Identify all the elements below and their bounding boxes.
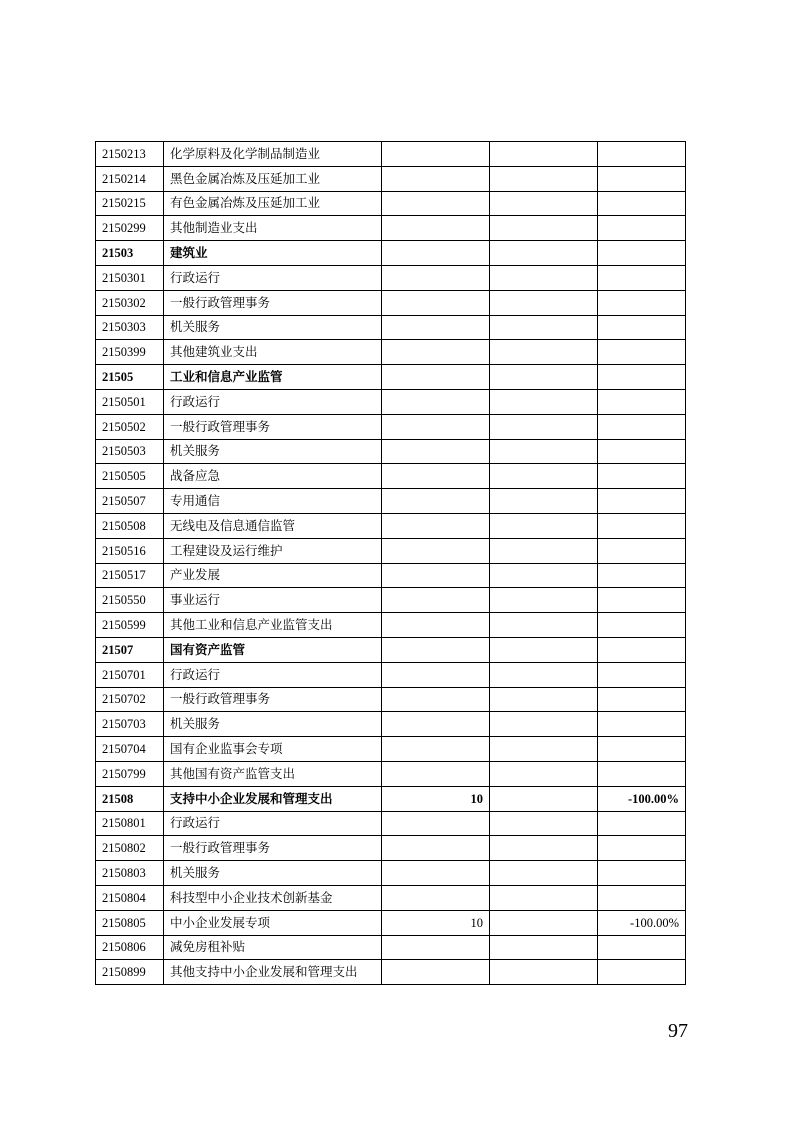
row-code: 2150299	[96, 216, 164, 241]
table-row	[96, 613, 686, 638]
row-code: 2150805	[96, 910, 164, 935]
row-value-c	[598, 340, 686, 365]
row-value-a	[382, 142, 490, 167]
row-name: 行政运行	[164, 389, 382, 414]
row-value-c	[598, 885, 686, 910]
row-value-b	[490, 142, 598, 167]
row-value-a	[382, 464, 490, 489]
row-value-a	[382, 613, 490, 638]
row-code: 2150517	[96, 563, 164, 588]
row-value-c	[598, 811, 686, 836]
row-code: 21505	[96, 365, 164, 390]
row-code: 21503	[96, 241, 164, 266]
row-code: 2150802	[96, 836, 164, 861]
row-code: 2150704	[96, 737, 164, 762]
row-value-b	[490, 910, 598, 935]
row-value-a	[382, 935, 490, 960]
table-row	[96, 737, 686, 762]
table-row	[96, 811, 686, 836]
row-code: 2150508	[96, 513, 164, 538]
row-value-b	[490, 290, 598, 315]
row-value-a	[382, 563, 490, 588]
row-value-c	[598, 935, 686, 960]
table-row	[96, 166, 686, 191]
row-value-a	[382, 885, 490, 910]
budget-table	[95, 141, 686, 985]
row-code: 2150801	[96, 811, 164, 836]
row-value-a	[382, 712, 490, 737]
row-name: 机关服务	[164, 712, 382, 737]
row-name: 减免房租补贴	[164, 935, 382, 960]
row-value-c	[598, 737, 686, 762]
row-name: 专用通信	[164, 489, 382, 514]
row-name: 有色金属冶炼及压延加工业	[164, 191, 382, 216]
row-value-b	[490, 340, 598, 365]
row-value-c	[598, 761, 686, 786]
row-value-b	[490, 166, 598, 191]
table-row	[96, 910, 686, 935]
row-value-c	[598, 414, 686, 439]
row-value-b	[490, 241, 598, 266]
row-code: 2150302	[96, 290, 164, 315]
row-value-c	[598, 142, 686, 167]
table-row	[96, 265, 686, 290]
row-name: 机关服务	[164, 315, 382, 340]
row-code: 2150501	[96, 389, 164, 414]
row-value-c	[598, 464, 686, 489]
row-value-a	[382, 861, 490, 886]
row-value-a	[382, 191, 490, 216]
row-value-c	[598, 588, 686, 613]
table-row	[96, 241, 686, 266]
row-value-b	[490, 811, 598, 836]
row-value-a	[382, 538, 490, 563]
row-value-c	[598, 637, 686, 662]
row-value-b	[490, 538, 598, 563]
table-row	[96, 712, 686, 737]
row-name: 科技型中小企业技术创新基金	[164, 885, 382, 910]
row-value-c: -100.00%	[598, 910, 686, 935]
row-name: 其他支持中小企业发展和管理支出	[164, 960, 382, 985]
row-code: 2150703	[96, 712, 164, 737]
row-value-b	[490, 712, 598, 737]
row-code: 2150502	[96, 414, 164, 439]
row-code: 2150806	[96, 935, 164, 960]
row-code: 2150303	[96, 315, 164, 340]
page-number: 97	[668, 1020, 688, 1042]
row-code: 2150701	[96, 662, 164, 687]
row-value-b	[490, 191, 598, 216]
row-value-c	[598, 290, 686, 315]
row-name: 中小企业发展专项	[164, 910, 382, 935]
row-value-a	[382, 960, 490, 985]
table-row	[96, 389, 686, 414]
row-value-b	[490, 489, 598, 514]
row-code: 2150503	[96, 439, 164, 464]
row-code: 2150550	[96, 588, 164, 613]
row-value-c	[598, 662, 686, 687]
row-value-b	[490, 960, 598, 985]
row-value-a	[382, 290, 490, 315]
budget-table-body	[96, 142, 686, 985]
row-value-b	[490, 389, 598, 414]
row-value-c	[598, 489, 686, 514]
row-value-b	[490, 513, 598, 538]
table-row	[96, 414, 686, 439]
row-value-c	[598, 613, 686, 638]
row-value-c	[598, 315, 686, 340]
row-value-c	[598, 836, 686, 861]
table-row	[96, 513, 686, 538]
row-value-a	[382, 365, 490, 390]
row-value-c	[598, 265, 686, 290]
table-row	[96, 315, 686, 340]
row-value-a	[382, 241, 490, 266]
table-row	[96, 365, 686, 390]
row-name: 工程建设及运行维护	[164, 538, 382, 563]
row-code: 2150214	[96, 166, 164, 191]
row-value-a	[382, 489, 490, 514]
row-value-b	[490, 637, 598, 662]
row-name: 事业运行	[164, 588, 382, 613]
row-value-b	[490, 786, 598, 811]
table-row	[96, 662, 686, 687]
row-value-b	[490, 365, 598, 390]
row-name: 一般行政管理事务	[164, 290, 382, 315]
row-value-b	[490, 563, 598, 588]
row-name: 其他国有资产监管支出	[164, 761, 382, 786]
row-value-c	[598, 389, 686, 414]
row-value-b	[490, 216, 598, 241]
row-code: 2150505	[96, 464, 164, 489]
row-name: 行政运行	[164, 265, 382, 290]
table-row	[96, 439, 686, 464]
row-value-b	[490, 687, 598, 712]
row-value-a	[382, 513, 490, 538]
row-value-b	[490, 761, 598, 786]
row-value-a	[382, 811, 490, 836]
row-value-b	[490, 439, 598, 464]
table-row	[96, 861, 686, 886]
table-row	[96, 761, 686, 786]
row-value-a	[382, 439, 490, 464]
row-value-c	[598, 538, 686, 563]
row-name: 机关服务	[164, 861, 382, 886]
row-name: 产业发展	[164, 563, 382, 588]
row-name: 战备应急	[164, 464, 382, 489]
row-value-a	[382, 836, 490, 861]
table-row	[96, 935, 686, 960]
row-code: 2150799	[96, 761, 164, 786]
row-name: 一般行政管理事务	[164, 687, 382, 712]
row-value-a	[382, 216, 490, 241]
table-row	[96, 489, 686, 514]
row-value-a	[382, 414, 490, 439]
row-code: 21508	[96, 786, 164, 811]
row-code: 2150301	[96, 265, 164, 290]
row-value-c	[598, 439, 686, 464]
table-row	[96, 340, 686, 365]
row-value-b	[490, 737, 598, 762]
row-value-b	[490, 861, 598, 886]
row-name: 国有企业监事会专项	[164, 737, 382, 762]
table-row	[96, 637, 686, 662]
row-value-c	[598, 687, 686, 712]
row-code: 2150804	[96, 885, 164, 910]
row-name: 无线电及信息通信监管	[164, 513, 382, 538]
row-value-b	[490, 588, 598, 613]
row-value-b	[490, 613, 598, 638]
table-row	[96, 290, 686, 315]
row-value-b	[490, 414, 598, 439]
row-code: 2150399	[96, 340, 164, 365]
row-value-b	[490, 315, 598, 340]
row-value-c	[598, 513, 686, 538]
row-name: 建筑业	[164, 241, 382, 266]
row-value-a	[382, 761, 490, 786]
row-value-b	[490, 836, 598, 861]
row-name: 一般行政管理事务	[164, 836, 382, 861]
row-value-a: 10	[382, 910, 490, 935]
row-name: 化学原料及化学制品制造业	[164, 142, 382, 167]
table-row	[96, 960, 686, 985]
row-value-c	[598, 861, 686, 886]
row-name: 行政运行	[164, 662, 382, 687]
row-value-a	[382, 315, 490, 340]
row-value-c	[598, 960, 686, 985]
row-value-a	[382, 265, 490, 290]
row-name: 其他建筑业支出	[164, 340, 382, 365]
row-value-a	[382, 340, 490, 365]
row-value-a: 10	[382, 786, 490, 811]
row-value-b	[490, 935, 598, 960]
row-code: 2150702	[96, 687, 164, 712]
row-value-b	[490, 265, 598, 290]
row-value-b	[490, 464, 598, 489]
table-row	[96, 216, 686, 241]
row-value-c	[598, 563, 686, 588]
row-name: 一般行政管理事务	[164, 414, 382, 439]
row-code: 21507	[96, 637, 164, 662]
row-code: 2150803	[96, 861, 164, 886]
row-value-c	[598, 191, 686, 216]
table-row	[96, 588, 686, 613]
row-value-b	[490, 885, 598, 910]
row-value-a	[382, 637, 490, 662]
row-name: 支持中小企业发展和管理支出	[164, 786, 382, 811]
row-code: 2150507	[96, 489, 164, 514]
row-code: 2150599	[96, 613, 164, 638]
row-name: 其他工业和信息产业监管支出	[164, 613, 382, 638]
table-row	[96, 142, 686, 167]
table-row	[96, 687, 686, 712]
row-code: 2150516	[96, 538, 164, 563]
row-value-a	[382, 588, 490, 613]
row-code: 2150215	[96, 191, 164, 216]
row-value-c	[598, 365, 686, 390]
row-value-a	[382, 662, 490, 687]
row-value-c: -100.00%	[598, 786, 686, 811]
table-row	[96, 464, 686, 489]
table-row	[96, 836, 686, 861]
table-row	[96, 885, 686, 910]
row-value-c	[598, 166, 686, 191]
row-value-a	[382, 687, 490, 712]
row-name: 行政运行	[164, 811, 382, 836]
row-value-c	[598, 216, 686, 241]
row-value-c	[598, 712, 686, 737]
row-value-a	[382, 166, 490, 191]
row-name: 工业和信息产业监管	[164, 365, 382, 390]
row-value-b	[490, 662, 598, 687]
table-row	[96, 191, 686, 216]
row-value-a	[382, 737, 490, 762]
row-name: 国有资产监管	[164, 637, 382, 662]
row-value-c	[598, 241, 686, 266]
row-name: 其他制造业支出	[164, 216, 382, 241]
row-value-a	[382, 389, 490, 414]
table-row	[96, 786, 686, 811]
row-name: 黑色金属冶炼及压延加工业	[164, 166, 382, 191]
table-row	[96, 538, 686, 563]
row-code: 2150899	[96, 960, 164, 985]
row-code: 2150213	[96, 142, 164, 167]
row-name: 机关服务	[164, 439, 382, 464]
table-row	[96, 563, 686, 588]
